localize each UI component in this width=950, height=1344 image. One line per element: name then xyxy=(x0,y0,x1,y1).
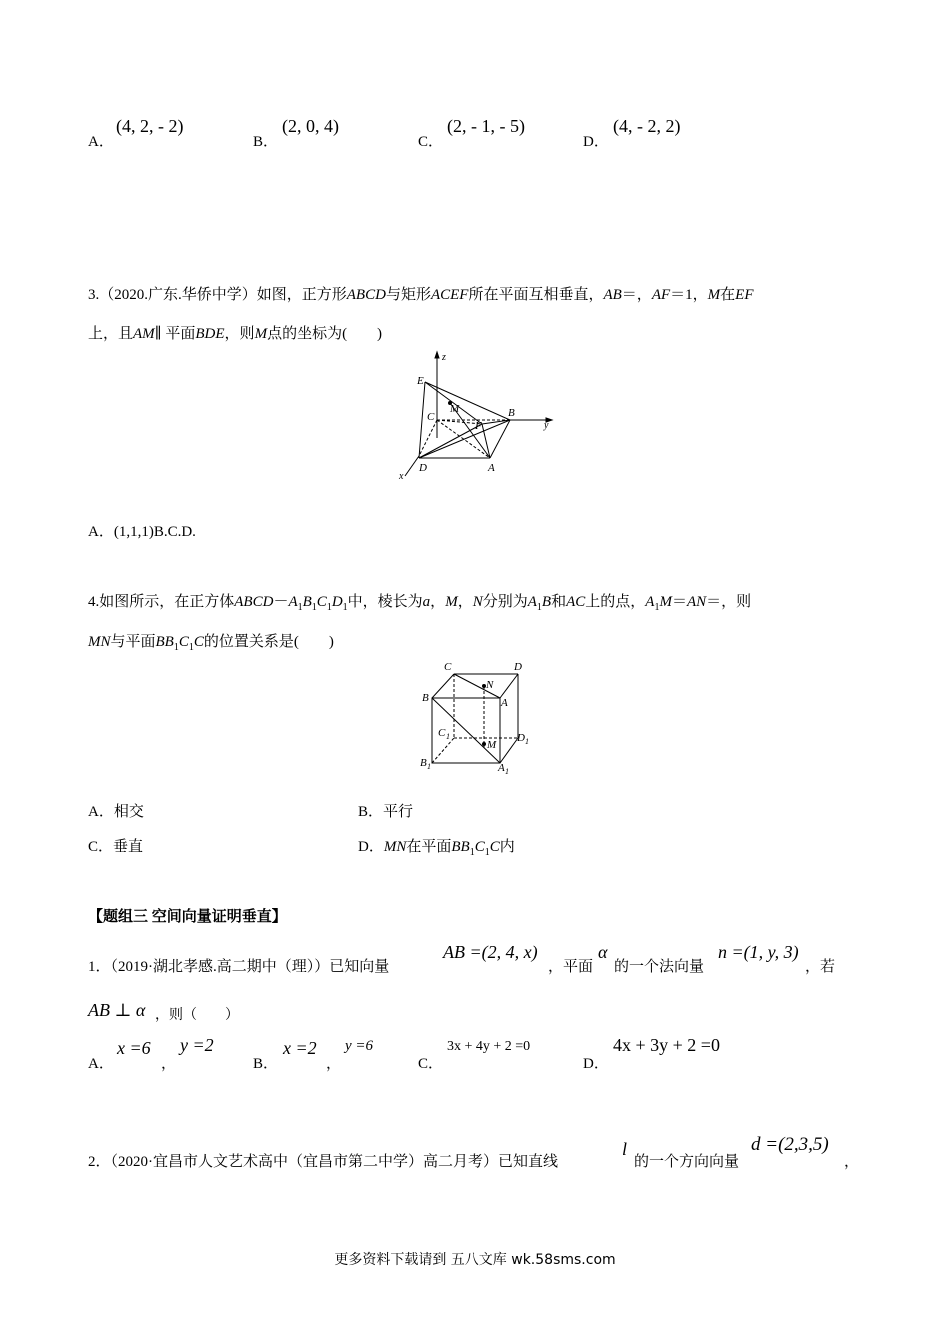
text: M xyxy=(659,594,672,610)
edge-B-C xyxy=(432,674,454,698)
section-heading: 【题组三 空间向量证明垂直】 xyxy=(88,909,287,925)
q4-figure xyxy=(418,656,538,774)
text: 3.（2020.广东.华侨中学）如图，正方形 xyxy=(88,287,347,303)
edge-B1-C1 xyxy=(432,738,454,763)
label-C: C xyxy=(427,411,435,423)
option-label: A． xyxy=(88,134,114,150)
label-y: y xyxy=(544,420,549,431)
text: EF xyxy=(735,287,754,303)
label-C: C xyxy=(444,661,452,673)
q2-option-b-value: (2, 0, 4) xyxy=(282,116,339,136)
g3-q2-direction-d: d =(2,3,5) xyxy=(751,1134,829,1155)
label-A1-sub: 1 xyxy=(505,767,509,774)
text: ACEF xyxy=(430,287,469,303)
g3-option-a-sep: ， xyxy=(161,1056,177,1072)
text: ABCD xyxy=(346,287,386,303)
label-D: D xyxy=(419,462,427,474)
text: M xyxy=(707,287,721,303)
text: C xyxy=(489,839,500,855)
label-x: x xyxy=(399,471,404,482)
text: 1 xyxy=(484,847,490,858)
x-axis xyxy=(405,456,419,476)
text: 与平面 xyxy=(110,634,156,650)
q2-option-a xyxy=(88,130,114,151)
label-N: N xyxy=(486,679,494,691)
g3-option-a-y: y =2 xyxy=(180,1035,214,1055)
text: N xyxy=(472,594,483,610)
g3-q1-condition: AB ⊥ α xyxy=(88,1000,146,1020)
g3-q1-alpha: α xyxy=(598,942,608,962)
text: ＝ xyxy=(671,594,687,610)
text: 1 xyxy=(536,602,542,613)
g3-q1-text-c: 的一个法向量 xyxy=(614,959,705,975)
text: MN xyxy=(383,839,407,855)
text: 中，棱长为 xyxy=(347,594,423,610)
label-D: D xyxy=(514,661,522,673)
g3-option-d-label: D． xyxy=(583,1056,609,1072)
q4-option-a: A．相交 xyxy=(88,804,144,820)
text: 1 xyxy=(188,642,194,653)
edge-A-D xyxy=(500,674,518,698)
text: 在平面 xyxy=(406,839,452,855)
g3-q2-text-c: ， xyxy=(844,1154,860,1170)
text: C xyxy=(316,594,327,610)
text: － xyxy=(273,594,289,610)
q2-option-b xyxy=(253,130,278,151)
g3-option-a-x: x =6 xyxy=(117,1038,151,1058)
q3-figure xyxy=(395,348,560,483)
text: ，则 xyxy=(224,326,255,342)
text: ABCD xyxy=(234,594,274,610)
q3-line-2 xyxy=(88,322,382,343)
text: AM xyxy=(133,326,155,342)
text: B xyxy=(541,594,552,610)
text: C xyxy=(193,634,204,650)
g3-q1-normal-n: n =(1, y, 3) xyxy=(718,942,799,962)
q3-answer: A．(1,1,1)B.C.D. xyxy=(88,524,196,540)
text: 1 xyxy=(311,602,317,613)
text: AC xyxy=(566,594,586,610)
text: BDE xyxy=(195,326,225,342)
edge-AB xyxy=(490,420,510,458)
q2-option-c xyxy=(418,130,443,151)
q4-option-d xyxy=(358,835,515,858)
text: BB xyxy=(451,839,470,855)
g3-option-b-sep: ， xyxy=(326,1056,342,1072)
q4-option-c: C．垂直 xyxy=(88,839,144,855)
text: A xyxy=(288,594,298,610)
text: M xyxy=(254,326,268,342)
text: C xyxy=(474,839,485,855)
text: C xyxy=(178,634,189,650)
label-z: z xyxy=(442,352,446,363)
g3-q2-line-1: 2．（2020·宜昌市人文艺术高中（宜昌市第二中学）高二月考）已知直线 xyxy=(88,1154,558,1170)
label-D1-sub: 1 xyxy=(525,737,529,746)
g3-q1-text-e: ，则（ ） xyxy=(155,1008,239,1023)
label-D1: D xyxy=(517,732,525,744)
q2-option-c-value: (2, - 1, - 5) xyxy=(447,116,525,136)
label-M: M xyxy=(450,403,460,415)
text: 和 xyxy=(551,594,567,610)
text: 的位置关系是( ) xyxy=(203,634,334,650)
text: 点的坐标为( ) xyxy=(267,326,383,342)
text: ∥ 平面 xyxy=(154,326,196,342)
text: 与矩形 xyxy=(385,287,431,303)
label-F: F xyxy=(475,420,482,432)
text: 1 xyxy=(326,602,332,613)
q3-line-1 xyxy=(88,283,754,304)
text: 在 xyxy=(720,287,736,303)
label-B: B xyxy=(422,692,429,704)
q4-line-2 xyxy=(88,630,334,653)
label-B1-sub: 1 xyxy=(427,762,431,771)
label-M: M xyxy=(487,739,497,751)
q4-line-1 xyxy=(88,590,751,613)
label-B1: B xyxy=(420,757,427,769)
g3-option-b-x: x =2 xyxy=(283,1038,317,1058)
text: BB xyxy=(155,634,174,650)
text: AN xyxy=(686,594,707,610)
text: A xyxy=(527,594,537,610)
text: D． xyxy=(358,839,384,855)
text: 所在平面互相垂直， xyxy=(468,287,604,303)
text: 1 xyxy=(342,602,348,613)
edge-A1-D1 xyxy=(500,738,518,763)
label-A1: A xyxy=(498,762,505,774)
text: 4.如图所示，在正方体 xyxy=(88,594,235,610)
text: MN xyxy=(88,634,111,650)
g3-option-a-label: A． xyxy=(88,1056,114,1072)
text: D xyxy=(331,594,343,610)
option-label: D． xyxy=(583,134,609,150)
text: AB xyxy=(603,287,622,303)
g3-option-b-label: B． xyxy=(253,1056,279,1072)
label-B: B xyxy=(508,407,515,419)
footer-text: 更多资料下载请到 五八文库 wk.58sms.com xyxy=(334,1252,616,1268)
text: ＝， xyxy=(621,287,652,303)
text: 分别为 xyxy=(482,594,528,610)
text: 上，且 xyxy=(88,326,134,342)
label-C1: C xyxy=(438,727,446,739)
label-C1-sub: 1 xyxy=(446,732,450,741)
g3-q1-text-b: ，平面 xyxy=(548,959,594,975)
text: AF xyxy=(651,287,671,303)
text: A xyxy=(645,594,655,610)
label-A: A xyxy=(488,462,495,474)
z-arrow xyxy=(435,352,439,358)
text: ， xyxy=(457,594,473,610)
g3-option-c-eq: 3x + 4y + 2 =0 xyxy=(447,1039,531,1054)
text: 内 xyxy=(499,839,515,855)
text: ， xyxy=(430,594,446,610)
text: M xyxy=(445,594,458,610)
point-M xyxy=(482,742,486,746)
q2-option-d-value: (4, - 2, 2) xyxy=(613,116,681,136)
label-A: A xyxy=(501,697,508,709)
text: 1 xyxy=(654,602,660,613)
text: B xyxy=(302,594,312,610)
text: 1 xyxy=(297,602,303,613)
q4-option-b: B．平行 xyxy=(358,804,414,820)
g3-q1-text-d: ，若 xyxy=(805,959,836,975)
edge-ED xyxy=(419,382,425,458)
g3-q2-text-b: 的一个方向向量 xyxy=(634,1154,740,1170)
text: ＝1， xyxy=(670,287,708,303)
g3-q2-line-l: l xyxy=(622,1139,628,1159)
text: a xyxy=(422,594,431,610)
g3-option-d-eq: 4x + 3y + 2 =0 xyxy=(613,1035,720,1055)
g3-option-c-label: C． xyxy=(418,1056,444,1072)
g3-q1-line-1: 1．（2019·湖北孝感.高二期中（理））已知向量 xyxy=(88,959,390,975)
option-label: B． xyxy=(253,134,279,150)
label-E: E xyxy=(417,375,424,387)
edge-EB xyxy=(425,382,510,420)
g3-q1-vector-ab: AB =(2, 4, x) xyxy=(443,942,538,962)
text: 上的点， xyxy=(585,594,646,610)
q2-option-d xyxy=(583,130,609,151)
text: ＝，则 xyxy=(706,594,752,610)
option-label: C． xyxy=(418,134,444,150)
text: 1 xyxy=(173,642,179,653)
text: 1 xyxy=(469,847,475,858)
g3-option-b-y: y =6 xyxy=(345,1038,374,1054)
edge-DB xyxy=(419,420,510,458)
q2-option-a-value: (4, 2, - 2) xyxy=(116,116,184,136)
